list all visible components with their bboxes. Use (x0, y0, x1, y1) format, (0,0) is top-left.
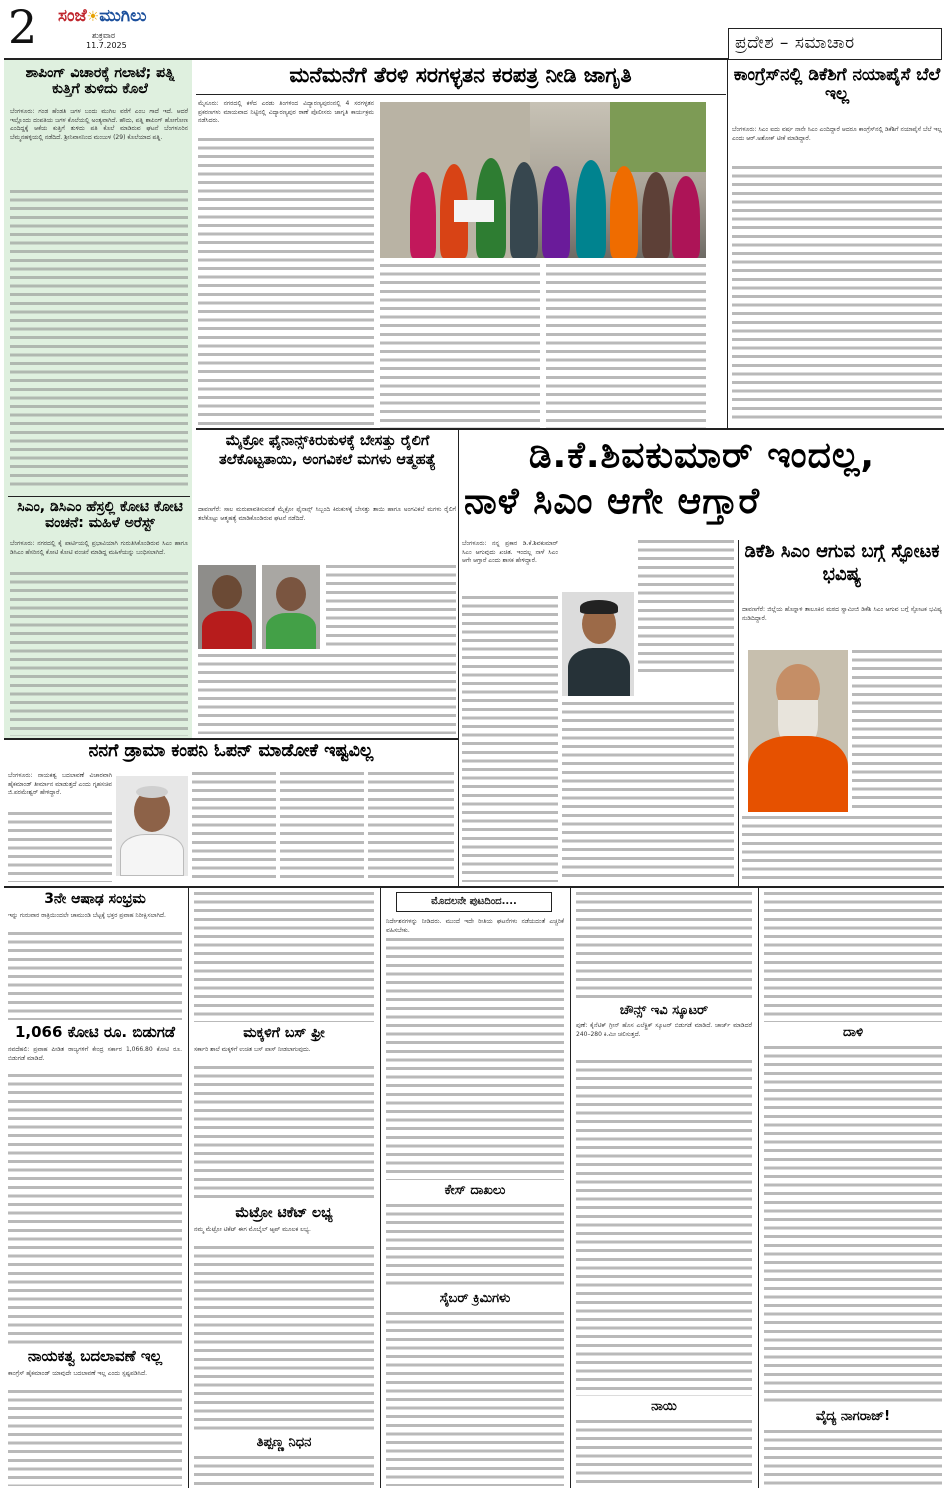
case-headline: ಕೇಸ್ ದಾಖಲು (444, 1183, 506, 1198)
daali-headline: ದಾಳಿ (842, 1025, 864, 1040)
dks-body-col3 (562, 702, 734, 882)
bus-headline: ಮಕ್ಕಳಿಗೆ ಬಸ್ ಫ್ರೀ (243, 1025, 325, 1041)
aashada-headline: 3ನೇ ಆಷಾಢ ಸಂಭ್ರಮ (44, 891, 146, 907)
logo-sun-icon: ☀ (86, 9, 100, 25)
thippanna-headline: ತಿಪ್ಪಣ್ಣ ನಿಧನ (256, 1435, 312, 1450)
awareness-headline: ಮನೆಮನೆಗೆ ತೆರಳಿ ಸರಗಳ್ಳತನ ಕರಪತ್ರ ನೀಡಿ ಜಾಗೃತಿ (289, 63, 632, 87)
aashada-body (8, 932, 182, 1020)
front-cont-body-2 (576, 892, 752, 1000)
issue-date: 11.7.2025 (86, 41, 127, 50)
cyber-body (386, 1312, 564, 1486)
metro-lead: ನಮ್ಮ ಮೆಟ್ರೋ ಟಿಕೆಟ್ ಈಗ ಮೊಬೈಲ್ ಆ್ಯಪ್ ಮೂಲಕ ಲಭ್ಯ. (194, 1226, 311, 1233)
daali-body (764, 1046, 942, 1406)
naayi-body (576, 1420, 752, 1486)
scooter-lead: ಪುಣೆ: ಕೈನೆಟಿಕ್ ಗ್ರೀನ್ ಹೊಸ ಎಲೆಕ್ಟ್ರಿಕ್ ಸ್ಕೂಟರ್ ಬಿಡುಗಡೆ ಮಾಡಿದೆ. ಚಾರ್ಜ್ ಮಾಡಿದರೆ 240–280 ಕಿ.ಮೀ ಚಲಿಸುತ್ತದೆ. (576, 1022, 752, 1038)
leadership-lead: ಕಾಂಗ್ರೆಸ್ ಹೈಕಮಾಂಡ್ ಯಾವುದೇ ಬದಲಾವಣೆ ಇಲ್ಲ ಎಂದು ಸ್ಪಷ್ಟಪಡಿಸಿದೆ. (8, 1370, 147, 1377)
awareness-body-col2 (380, 264, 540, 428)
swamiji-photo (748, 650, 848, 812)
column5-top-body (764, 892, 942, 1022)
congress-lead: ಬೆಂಗಳೂರು: ಸಿಎಂ ಐದು ವರ್ಷ ನಾನೇ ಸಿಎಂ ಎಂದಿದ್ದಾರೆ ಆದರೂ ಕಾಂಗ್ರೆಸ್‌ನಲ್ಲಿ ಡಿಕೆಶಿಗೆ ನಯಾಪೈಸೆ ಬೆಲೆ ಇಲ್ಲ ಎಂದು ಆರ್.ಅಶೋಕ್ ಟೀಕೆ ಮಾಡಿದ್ದಾರೆ. (732, 126, 942, 142)
logo-part2: ಮುಗಿಲು (99, 6, 147, 26)
case-body (386, 1204, 564, 1288)
drama-body-col2 (192, 772, 276, 882)
drama-body-col1 (8, 812, 112, 882)
doctor-body (764, 1430, 942, 1486)
microfinance-lead: ದಾವಣಗೆರೆ: ಸಾಲ ಮರುಪಾವತಿಸುವಂತೆ ಮೈಕ್ರೋ ಫೈನಾನ್ಸ್ ಸಿಬ್ಬಂದಿ ಕಿರುಕುಳಕ್ಕೆ ಬೇಸತ್ತು ತಾಯಿ ಹಾಗೂ ಅಂಗವಿಕಲೆ ಮಗಳು ರೈಲಿಗೆ ತಲೆಕೊಟ್ಟು ಆತ್ಮಹತ್ಯೆ ಮಾಡಿಕೊಂಡಿರುವ ಘಟನೆ ನಡೆದಿದೆ. (198, 506, 456, 522)
leadership-body (8, 1390, 182, 1486)
dks-lead: ಬೆಂಗಳೂರು: ನನ್ನ ಪ್ರಕಾರ ಡಿ.ಕೆ.ಶಿವಕುಮಾರ್ ಸಿಎಂ ಆಗುವುದು ಖಚಿತ. ಇಂದಲ್ಲ ನಾಳೆ ಸಿಎಂ ಆಗೇ ಆಗ್ತಾರೆ ಎಂದು ಶಾಸಕ ಹೇಳಿದ್ದಾರೆ. (462, 540, 558, 565)
shaping-body (10, 190, 188, 490)
leadership-headline: ನಾಯಕತ್ವ ಬದಲಾವಣೆ ಇಲ್ಲ (27, 1347, 163, 1365)
page-number: 2 (8, 0, 38, 54)
awareness-lead: ಮೈಸೂರು: ನಗರದಲ್ಲಿ ಕಳೆದ ಎರಡು ತಿಂಗಳಿಂದ ವಿದ್ಯಾರಣ್ಯಪುರಂನಲ್ಲಿ 4 ಸರಗಳ್ಳತನ ಪ್ರಕರಣಗಳು ಮಾಯವಾದ ನಿಟ್ಟಿನಲ್ಲಿ ವಿದ್ಯಾರಣ್ಯಪುರ ಠಾಣೆ ಪೊಲೀಸರು ಜಾಗೃತಿ ಕಾರ್ಯಕ್ರಮ ನಡೆಸಿದರು. (198, 100, 374, 125)
bus-lead: ಸರ್ಕಾರಿ ಶಾಲೆ ಮಕ್ಕಳಿಗೆ ಉಚಿತ ಬಸ್ ಪಾಸ್ ನೀಡಲಾಗುವುದು. (194, 1046, 311, 1053)
funds-lead: ನವದೆಹಲಿ: ಪ್ರವಾಹ ಪೀಡಿತ ರಾಜ್ಯಗಳಿಗೆ ಕೇಂದ್ರ ಸರ್ಕಾರ 1,066.80 ಕೋಟಿ ರೂ. ಬಿಡುಗಡೆ ಮಾಡಿದೆ. (8, 1046, 182, 1062)
scooter-body (576, 1060, 752, 1396)
drama-lead: ಬೆಂಗಳೂರು: ನಾಯಕತ್ವ ಬದಲಾವಣೆ ವಿಚಾರವಾಗಿ ಹೈಕಮಾಂಡ್ ತೀರ್ಮಾನ ಮಾಡುತ್ತದೆ ಎಂದು ಗೃಹಸಚಿವ ಜಿ.ಪರಮೇಶ್ವರ್ ಹೇಳಿದ್ದಾರೆ. (8, 772, 112, 797)
metro-headline: ಮೆಟ್ರೋ ಟಿಕೆಟ್ ಲಭ್ಯ (235, 1205, 333, 1221)
prophecy-lead: ದಾವಣಗೆರೆ: ಜಿಲ್ಲೆಯ ಹೊನ್ನಾಳಿ ತಾಲೂಕಿನ ಮಠದ ಸ್ವಾಮೀಜಿ ಡಿಕೆಶಿ ಸಿಎಂ ಆಗುವ ಬಗ್ಗೆ ಸ್ಫೋಟಕ ಭವಿಷ್ಯ ನುಡಿದಿದ್ದಾರೆ. (742, 606, 942, 622)
naayi-headline: ನಾಯಿ (651, 1399, 677, 1414)
drama-body-col4 (368, 772, 454, 882)
scooter-headline: ಚೌನ್ಸ್ ಇವಿ ಸ್ಕೂಟರ್ (619, 1003, 709, 1018)
microfinance-headline: ಮೈಕ್ರೋ ಫೈನಾನ್ಸ್‌ಕಿರುಕುಳಕ್ಕೆ ಬೇಸತ್ತು ರೈಲಿಗೆ ತಲೆಕೊಟ್ಟತಾಯಿ, ಅಂಗವಿಕಲೆ ಮಗಳು ಆತ್ಮಹತ್ಯೆ (219, 433, 436, 468)
logo-part1: ಸಂಜೆ (58, 6, 87, 26)
microfinance-photo-mother (198, 565, 256, 649)
congress-body (732, 166, 942, 424)
prophecy-body-col1 (852, 650, 942, 812)
cm-dcm-body (10, 572, 188, 736)
dks-body-col2 (638, 540, 734, 672)
cm-dcm-lead: ಬೆಂಗಳೂರು: ನಗರದಲ್ಲಿ ಕೈ ಪಾರ್ಟಿಯಲ್ಲಿ ಪ್ರಭಾವಿಯಾಗಿ ಗುರುತಿಸಿಕೊಂಡಿರುವ ಸಿಎಂ ಹಾಗೂ ಡಿಸಿಎಂ ಹೆಸರಿನಲ್ಲಿ ಕೋಟಿ ಕೋಟಿ ವಂಚನೆ ಮಾಡಿದ್ದ ಮಹಿಳೆಯನ್ನು ಬಂಧಿಸಲಾಗಿದೆ. (10, 540, 188, 556)
shaping-headline: ಶಾಪಿಂಗ್ ವಿಚಾರಕ್ಕೆ ಗಲಾಟೆ; ಪತ್ನಿ ಕುತ್ತಿಗೆ ತುಳಿದು ಕೊಲೆ (25, 65, 175, 97)
awareness-photo (380, 102, 706, 258)
cyber-headline: ಸೈಬರ್ ಕ್ರಿಮಿಗಳು (439, 1291, 511, 1306)
issue-day: ಶುಕ್ರವಾರ (92, 31, 116, 40)
shaping-lead: ಬೆಂಗಳೂರು: ಗಂಡ ಹೆಂಡತಿ ಜಗಳ ಬಂದು ಮುಗಿಲ ವರೆಗೆ ಎಂಬ ಗಾದೆ ಇದೆ. ಆದರೆ ಇಲ್ಲೊಂದು ದಂಪತಿಯ ಜಗಳ ಕೊಲೆಯಲ್ಲಿ ಅಂತ್ಯವಾಗಿದೆ. ಹೌದು, ಪತ್ನಿ ಶಾಪಿಂಗ್ ಹೋಗೋಣ ಎಂದಿದ್ದಕ್ಕೆ ಆಕೆಯ ಕುತ್ತಿಗೆ ತುಳಿದು ಪತಿ ಕೊಲೆ ಮಾಡಿರುವ ಘಟನೆ ಬೆಂಗಳೂರಿನ ಬೆಮ್ಮನಹಳ್ಳಿಯಲ್ಲಿ ನಡೆದಿದೆ. ಶ್ರೀನಿವಾಸನಿಂದ ಮಂಜುಳ (29) ಕೊಲೆಯಾದ ಪತ್ನಿ. (10, 108, 188, 141)
microfinance-body-col2 (198, 654, 456, 734)
aashada-lead: ಇನ್ನು ಗುರುವಾರ ರಾತ್ರಿಯಿಂದಲೇ ಚಾಮುಂಡಿ ಬೆಟ್ಟಕ್ಕೆ ಭಕ್ತರ ಪ್ರವಾಹ ನಿರೀಕ್ಷಿಸಲಾಗಿದೆ. (8, 912, 166, 919)
dks-body-col1 (462, 596, 558, 882)
section-tag: ಪ್ರದೇಶ – ಸಮಾಚಾರ (728, 28, 942, 60)
metro-body (194, 1246, 374, 1430)
cm-dcm-headline: ಸಿಎಂ, ಡಿಸಿಎಂ ಹೆಸ್ರಲ್ಲಿ ಕೋಟಿ ಕೋಟಿ ವಂಚನೆ: ಮಹಿಳೆ ಅರೆಸ್ಟ್ (17, 499, 183, 531)
congress-headline: ಕಾಂಗ್ರೆಸ್‌ನಲ್ಲಿ ಡಿಕೆಶಿಗೆ ನಯಾಪೈಸೆ ಬೆಲೆ ಇಲ್ಲ (733, 65, 941, 105)
front-page-continued-label: ಮೊದಲನೇ ಪುಟದಿಂದ.... (396, 892, 552, 912)
thippanna-body (194, 1456, 374, 1486)
awareness-body-col3 (546, 264, 706, 428)
front-cont-body (386, 938, 564, 1180)
microfinance-body-col1 (326, 565, 456, 649)
awareness-body-col1 (198, 138, 374, 428)
parameshwar-photo (116, 776, 188, 876)
drama-body-col3 (280, 772, 364, 882)
prophecy-body-col2 (742, 816, 942, 882)
dks-headline-line1: ಡಿ.ಕೆ.ಶಿವಕುಮಾರ್ ಇಂದಲ್ಲ, (528, 435, 876, 476)
funds-body (8, 1074, 182, 1344)
microfinance-photo-daughter (262, 565, 320, 649)
bus-body (194, 1066, 374, 1202)
newspaper-logo (58, 6, 188, 30)
dks-mla-photo (562, 592, 634, 696)
prophecy-headline: ಡಿಕೆಶಿ ಸಿಎಂ ಆಗುವ ಬಗ್ಗೆ ಸ್ಫೋಟಕ ಭವಿಷ್ಯ (744, 541, 940, 586)
dks-headline-line2: ನಾಳೆ ಸಿಎಂ ಆಗೇ ಆಗ್ತಾರೆ (463, 481, 761, 522)
doctor-headline: ವೈದ್ಯ ನಾಗರಾಜ್! (815, 1409, 891, 1424)
drama-headline: ನನಗೆ ಡ್ರಾಮಾ ಕಂಪನಿ ಓಪನ್ ಮಾಡೋಕೆ ಇಷ್ಟವಿಲ್ಲ (88, 741, 374, 761)
front-cont-lead: ನಿರ್ದೇಶನಗಳನ್ನು ನೀಡಿದರು. ಮುಂದೆ ಇದೇ ರೀತಿಯ ಘಟನೆಗಳು ನಡೆಯದಂತೆ ಎಚ್ಚರಿಕೆ ವಹಿಸಬೇಕು. (386, 918, 564, 934)
funds-headline: 1,066 ಕೋಟಿ ರೂ. ಬಿಡುಗಡೆ (14, 1023, 176, 1041)
aashada-continued (194, 892, 374, 1022)
